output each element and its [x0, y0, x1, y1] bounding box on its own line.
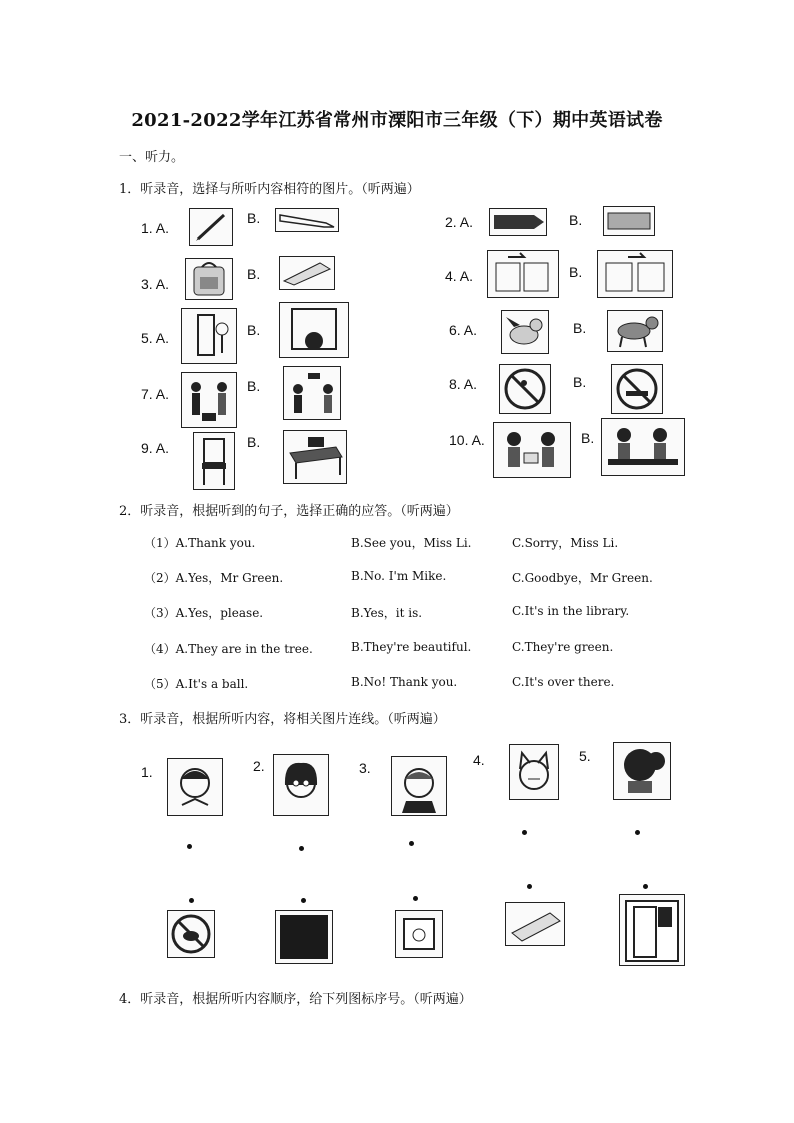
item-5-b-label: B. — [247, 322, 261, 338]
question-2-prompt: 2．听录音，根据听到的句子，选择正确的应答。（听两遍） — [119, 504, 459, 519]
pencil-case-picture[interactable] — [279, 256, 335, 290]
match-dot-bottom-1[interactable] — [189, 898, 194, 903]
desk-picture[interactable] — [283, 430, 347, 484]
schoolbag-picture[interactable] — [185, 258, 233, 300]
child-face-picture[interactable] — [391, 756, 447, 816]
match-dot-top-5[interactable] — [635, 830, 640, 835]
match-dot-bottom-3[interactable] — [413, 896, 418, 901]
item-7-b-label: B. — [247, 378, 261, 394]
open-door-picture[interactable] — [181, 308, 237, 364]
question-1-prompt: 1．听录音，选择与所听内容相符的图片。（听两遍） — [119, 182, 420, 197]
open-book-picture[interactable] — [597, 250, 673, 298]
boys-talking-picture[interactable] — [283, 366, 341, 420]
q2-row-2-option-a[interactable]: （2）A.Yes，Mr Green. — [144, 571, 284, 585]
eraser-picture[interactable] — [603, 206, 655, 236]
item-2-label: 2. A. — [445, 214, 474, 230]
q2-row-4-option-a[interactable]: （4）A.They are in the tree. — [144, 642, 313, 656]
q2-row-3-option-c[interactable]: C.It's in the library. — [512, 604, 630, 618]
cat-face-picture[interactable] — [509, 744, 559, 800]
item-8-b-label: B. — [573, 374, 587, 390]
q2-row-4-option-b[interactable]: B.They're beautiful. — [351, 640, 472, 654]
match-dot-top-1[interactable] — [187, 844, 192, 849]
q2-row-2-option-c[interactable]: C.Goodbye，Mr Green. — [512, 571, 653, 585]
no-eating-sign-picture[interactable] — [611, 364, 663, 414]
item-7-label: 7. A. — [141, 386, 170, 402]
item-10-b-label: B. — [581, 430, 595, 446]
hair-face-picture[interactable] — [613, 742, 671, 800]
bird-picture[interactable] — [501, 310, 549, 354]
question-4-prompt: 4．听录音，根据所听内容顺序，给下列图标序号。（听两遍） — [119, 992, 472, 1007]
open-window-picture[interactable] — [279, 302, 349, 358]
crayon-picture[interactable] — [489, 208, 547, 236]
item-9-label: 9. A. — [141, 440, 170, 456]
pencil-picture[interactable] — [275, 208, 339, 232]
item-4-b-label: B. — [569, 264, 583, 280]
no-dog-sign-picture[interactable] — [167, 910, 215, 958]
q3-num-1: 1. — [141, 764, 153, 780]
q2-row-4-option-c[interactable]: C.They're green. — [512, 640, 614, 654]
q3-num-2: 2. — [253, 758, 265, 774]
q2-row-1-option-a[interactable]: （1）A.Thank you. — [144, 536, 256, 550]
item-2-b-label: B. — [569, 212, 583, 228]
item-4-label: 4. A. — [445, 268, 474, 284]
question-3-prompt: 3．听录音，根据所听内容，将相关图片连线。（听两遍） — [119, 712, 446, 727]
children-reading-picture[interactable] — [493, 422, 571, 478]
boys-with-car-picture[interactable] — [181, 372, 237, 428]
section-heading-listening: 一、听力。 — [119, 150, 185, 165]
no-running-sign-picture[interactable] — [499, 364, 551, 414]
q2-row-5-option-b[interactable]: B.No! Thank you. — [351, 675, 458, 689]
q2-row-1-option-b[interactable]: B.See you，Miss Li. — [351, 536, 472, 550]
q2-row-5-option-c[interactable]: C.It's over there. — [512, 675, 615, 689]
dog-picture[interactable] — [607, 310, 663, 352]
close-book-picture[interactable] — [487, 250, 559, 298]
blackboard-picture[interactable] — [275, 910, 333, 964]
q3-num-4: 4. — [473, 752, 485, 768]
q3-num-5: 5. — [579, 748, 591, 764]
chair-picture[interactable] — [193, 432, 235, 490]
question-3-matching-panel — [137, 738, 685, 970]
q2-row-1-option-c[interactable]: C.Sorry，Miss Li. — [512, 536, 619, 550]
item-6-b-label: B. — [573, 320, 587, 336]
q2-row-5-option-a[interactable]: （5）A.It's a ball. — [144, 677, 249, 691]
boy-face-picture[interactable] — [167, 758, 223, 816]
page-title: 2021-2022学年江苏省常州市溧阳市三年级（下）期中英语试卷 — [131, 110, 663, 131]
item-3-label: 3. A. — [141, 276, 170, 292]
q3-num-3: 3. — [359, 760, 371, 776]
match-dot-top-4[interactable] — [522, 830, 527, 835]
calendar-picture[interactable] — [395, 910, 443, 958]
item-3-b-label: B. — [247, 266, 261, 282]
q2-row-3-option-b[interactable]: B.Yes，it is. — [351, 606, 423, 620]
open-door-picture-2[interactable] — [619, 894, 685, 966]
item-8-label: 8. A. — [449, 376, 478, 392]
item-1-b-label: B. — [247, 210, 261, 226]
item-1-label: 1. A. — [141, 220, 170, 236]
item-10-label: 10. A. — [449, 432, 485, 448]
match-dot-top-3[interactable] — [409, 841, 414, 846]
q2-row-2-option-b[interactable]: B.No. I'm Mike. — [351, 569, 447, 583]
match-dot-bottom-5[interactable] — [643, 884, 648, 889]
q2-row-3-option-a[interactable]: （3）A.Yes，please. — [144, 606, 264, 620]
pen-picture[interactable] — [189, 208, 233, 246]
item-6-label: 6. A. — [449, 322, 478, 338]
match-dot-bottom-4[interactable] — [527, 884, 532, 889]
match-dot-top-2[interactable] — [299, 846, 304, 851]
item-5-label: 5. A. — [141, 330, 170, 346]
pencil-box-picture[interactable] — [505, 902, 565, 946]
girl-face-picture[interactable] — [273, 754, 329, 816]
match-dot-bottom-2[interactable] — [301, 898, 306, 903]
question-1-picture-panel — [137, 200, 685, 492]
item-9-b-label: B. — [247, 434, 261, 450]
children-eating-picture[interactable] — [601, 418, 685, 476]
